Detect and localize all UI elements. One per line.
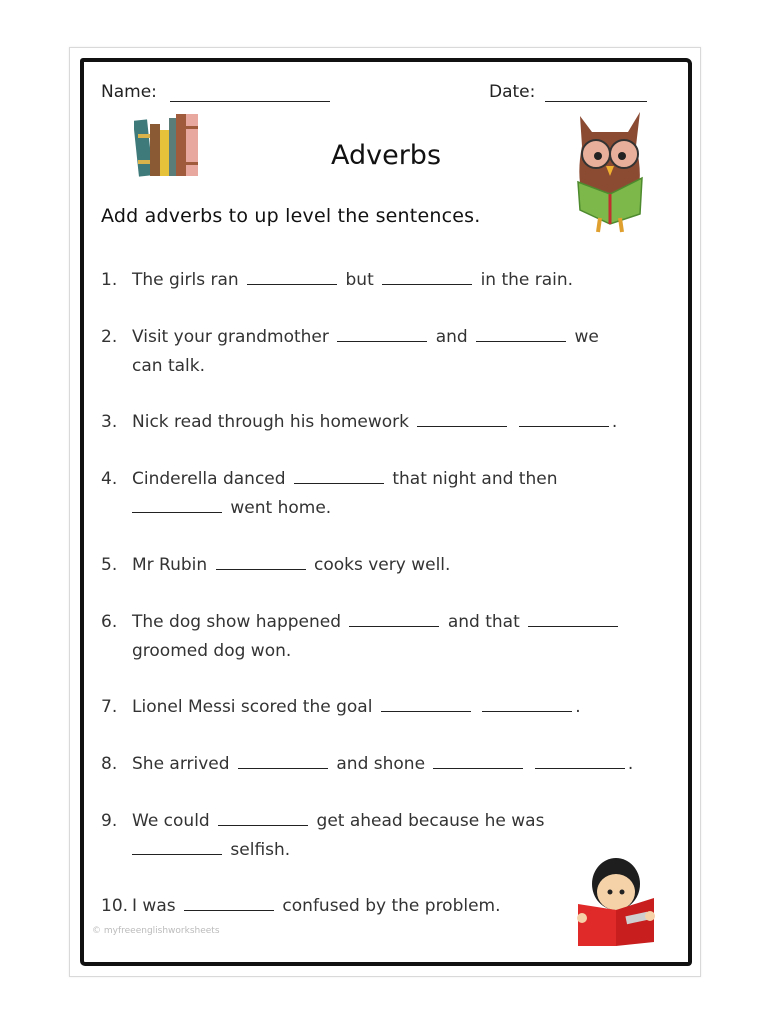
question-continuation xyxy=(101,494,661,523)
question-number: 6. xyxy=(101,612,118,632)
answer-blank[interactable] xyxy=(184,896,274,911)
owl-icon xyxy=(570,106,650,234)
question-text: . xyxy=(575,697,581,717)
question-text: and xyxy=(435,327,468,347)
name-label: Name: xyxy=(101,82,157,102)
question-number: 9. xyxy=(101,811,118,831)
question-text: but xyxy=(345,270,374,290)
question-number: 1. xyxy=(101,270,118,290)
answer-blank[interactable] xyxy=(535,754,625,769)
question-text: selfish. xyxy=(230,840,291,860)
question-3 xyxy=(101,408,661,437)
question-2 xyxy=(101,323,661,381)
question-text: that night and then xyxy=(392,469,558,489)
question-text: Visit your grandmother xyxy=(132,327,329,347)
question-1 xyxy=(101,266,661,295)
question-text: we xyxy=(574,327,599,347)
answer-blank[interactable] xyxy=(247,270,337,285)
question-7 xyxy=(101,693,661,722)
question-text: went home. xyxy=(230,498,332,518)
worksheet-page xyxy=(69,47,701,977)
page-title: Adverbs xyxy=(330,140,442,171)
question-text: Lionel Messi scored the goal xyxy=(132,697,373,717)
question-text: . xyxy=(627,754,634,774)
answer-blank[interactable] xyxy=(482,697,572,712)
question-text: groomed dog won. xyxy=(132,641,292,661)
question-8 xyxy=(101,750,661,779)
question-6 xyxy=(101,608,661,666)
date-field[interactable] xyxy=(545,101,647,102)
answer-blank[interactable] xyxy=(476,327,566,342)
instructions: Add adverbs to up level the sentences. xyxy=(101,205,481,227)
question-text: and that xyxy=(447,612,520,632)
name-field[interactable] xyxy=(170,101,330,102)
question-number: 10. xyxy=(101,896,129,916)
answer-blank[interactable] xyxy=(132,840,222,855)
question-5 xyxy=(101,551,661,580)
question-text: Cinderella danced xyxy=(132,469,286,489)
answer-blank[interactable] xyxy=(216,555,306,570)
boy-reading-icon xyxy=(576,854,656,946)
answer-blank[interactable] xyxy=(528,612,618,627)
question-text: We could xyxy=(132,811,210,831)
question-text: Mr Rubin xyxy=(132,555,208,575)
question-number: 3. xyxy=(101,412,118,432)
question-text: can talk. xyxy=(132,356,205,376)
answer-blank[interactable] xyxy=(132,498,222,513)
answer-blank[interactable] xyxy=(381,697,471,712)
question-text: . xyxy=(611,412,618,432)
question-number: 2. xyxy=(101,327,118,347)
question-number: 4. xyxy=(101,469,118,489)
answer-blank[interactable] xyxy=(349,612,439,627)
answer-blank[interactable] xyxy=(382,270,472,285)
answer-blank[interactable] xyxy=(337,327,427,342)
answer-blank[interactable] xyxy=(294,469,384,484)
question-text: cooks very well. xyxy=(313,555,451,575)
answer-blank[interactable] xyxy=(433,754,523,769)
answer-blank[interactable] xyxy=(417,412,507,427)
question-number: 8. xyxy=(101,754,118,774)
date-label: Date: xyxy=(489,82,536,102)
question-text: The dog show happened xyxy=(132,612,342,632)
question-4 xyxy=(101,465,661,523)
worksheet-border xyxy=(80,58,692,966)
question-text: confused by the problem. xyxy=(282,896,501,916)
question-text: I was xyxy=(132,896,176,916)
answer-blank[interactable] xyxy=(238,754,328,769)
question-number: 5. xyxy=(101,555,118,575)
question-text: and shone xyxy=(336,754,426,774)
answer-blank[interactable] xyxy=(519,412,609,427)
answer-blank[interactable] xyxy=(218,811,308,826)
question-text: get ahead because he was xyxy=(316,811,545,831)
question-text: Nick read through his homework xyxy=(132,412,410,432)
question-text: The girls ran xyxy=(132,270,239,290)
question-text: in the rain. xyxy=(480,270,574,290)
copyright-credit: © myfreeenglishworksheets xyxy=(92,926,220,936)
question-number: 7. xyxy=(101,697,118,717)
question-text: She arrived xyxy=(132,754,230,774)
